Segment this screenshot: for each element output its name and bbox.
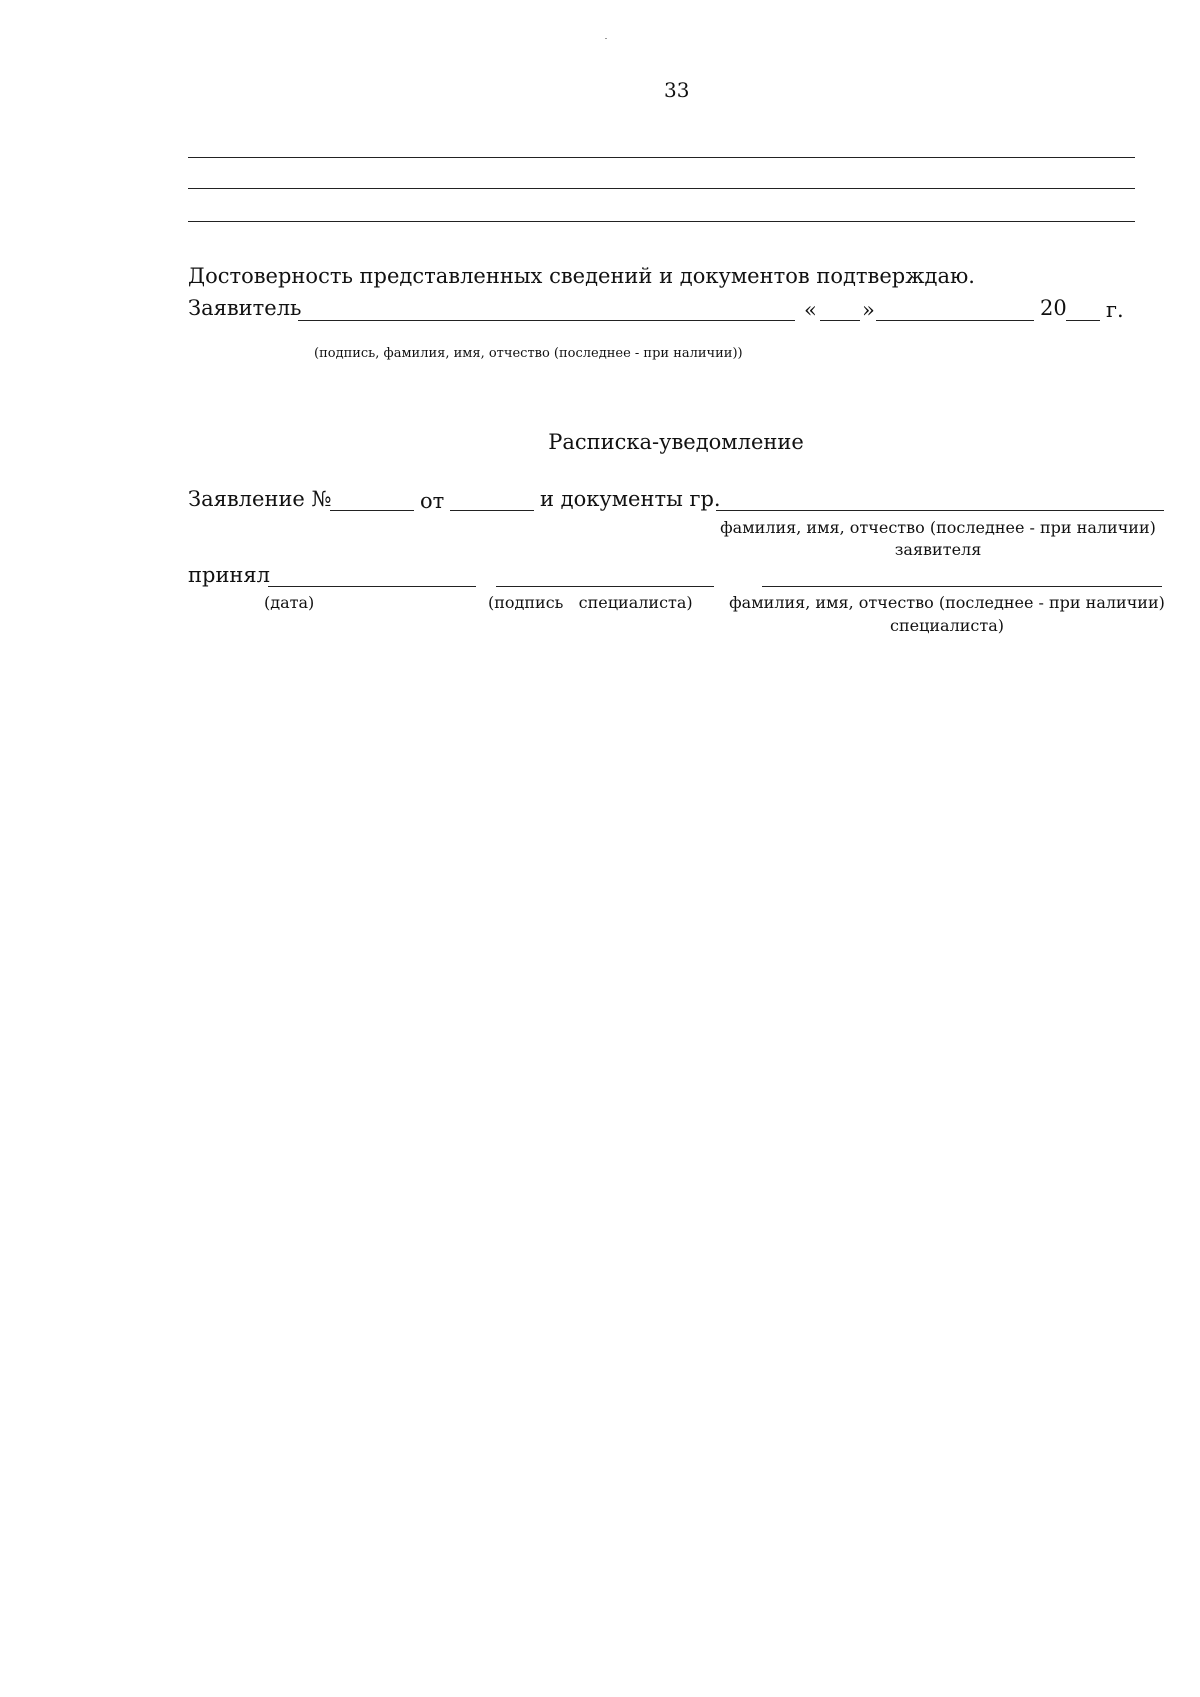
specialist-signature-field[interactable] (496, 586, 714, 587)
blank-line-1 (188, 157, 1135, 158)
quote-close: » (862, 298, 875, 322)
quote-open: « (804, 298, 817, 322)
applicant-name-caption-line1: фамилия, имя, отчество (последнее - при наличии) (720, 518, 1156, 537)
application-number-label: Заявление № (188, 487, 332, 511)
specialist-name-field[interactable] (762, 586, 1162, 587)
day-field[interactable] (820, 320, 860, 321)
year-field[interactable] (1066, 320, 1100, 321)
application-date-field[interactable] (450, 510, 534, 511)
accepted-date-field[interactable] (268, 586, 476, 587)
applicant-label: Заявитель (188, 296, 302, 320)
specialist-name-caption-line1: фамилия, имя, отчество (последнее - при наличии) (729, 593, 1165, 612)
specialist-name-caption (716, 593, 1178, 635)
specialist-signature-caption: (подпись специалиста) (488, 593, 693, 612)
month-field[interactable] (876, 320, 1034, 321)
documents-label: и документы гр. (540, 487, 721, 511)
applicant-name-caption (710, 518, 1166, 559)
specialist-name-caption-line2: специалиста) (889, 616, 1004, 635)
blank-line-3 (188, 221, 1135, 222)
receipt-title: Расписка-уведомление (548, 430, 804, 454)
blank-line-2 (188, 188, 1135, 189)
page-number: 33 (664, 78, 690, 102)
confirmation-text: Достоверность представленных сведений и документов подтверждаю. (188, 264, 975, 288)
applicant-signature-caption: (подпись, фамилия, имя, отчество (последнее - при наличии)) (314, 346, 743, 361)
applicant-signature-field[interactable] (298, 320, 795, 321)
scan-speck (605, 38, 607, 39)
applicant-name-field[interactable] (716, 510, 1164, 511)
date-caption: (дата) (264, 593, 315, 612)
accepted-label: принял (188, 563, 271, 587)
year-prefix: 20 (1040, 296, 1067, 320)
application-number-field[interactable] (330, 510, 414, 511)
applicant-name-caption-line2: заявителя (894, 540, 982, 559)
year-suffix: г. (1106, 298, 1124, 322)
from-label: от (420, 489, 445, 513)
